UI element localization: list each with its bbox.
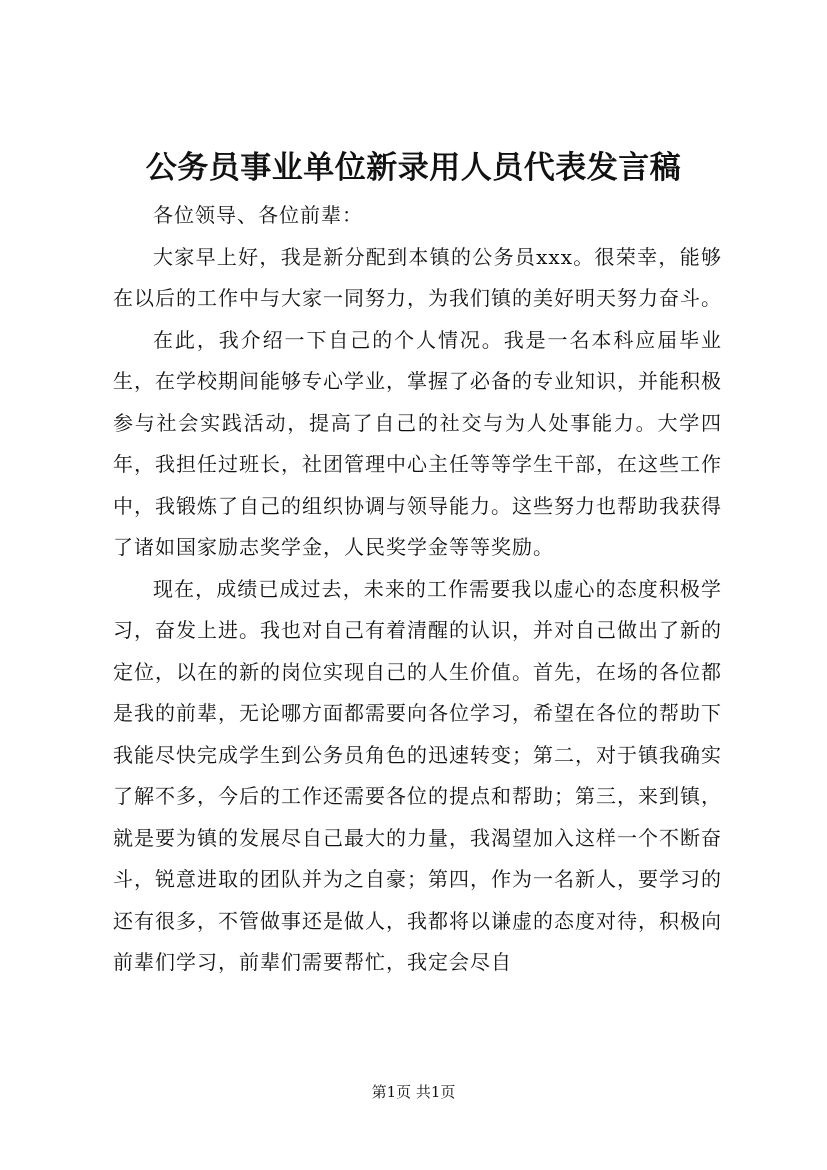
document-body — [113, 195, 722, 984]
body-paragraph-3: 现在，成绩已成过去，未来的工作需要我以虚心的态度积极学习，奋发上进。我也对自己有着清醒的认识，并对自己做出了新的定位，以在的新的岗位实现自己的人生价值。首先，在场的各位都是我的前辈，无论哪方面都需要向各位学习，希望在各位的帮助下我能尽快完成学生到公务员角色的迅速转变；第二，对于镇我确实了解不多，今后的工作还需要各位的提点和帮助；第三，来到镇，就是要为镇的发展尽自己最大的力量，我渴望加入这样一个不断奋斗，锐意进取的团队并为之自豪；第四，作为一名新人，要学习的还有很多，不管做事还是做人，我都将以谦虚的态度对待，积极向前辈们学习，前辈们需要帮忙，我定会尽自 — [113, 576, 722, 974]
document-title: 公务员事业单位新录用人员代表发言稿 — [145, 150, 682, 186]
body-paragraph-1: 大家早上好，我是新分配到本镇的公务员xxx。很荣幸，能够在以后的工作中与大家一同努力，为我们镇的美好明天努力奋斗。 — [113, 244, 722, 310]
page-footer: 第1页 共1页 — [371, 1083, 456, 1101]
body-paragraph-2: 在此，我介绍一下自己的个人情况。我是一名本科应届毕业生，在学校期间能够专心学业，掌握了必备的专业知识，并能积极参与社会实践活动，提高了自己的社交与为人处事能力。大学四年，我担任过班长，社团管理中心主任等等学生干部，在这些工作中，我锻炼了自己的组织协调与领导能力。这些努力也帮助我获得了诸如国家励志奖学金，人民奖学金等等奖励。 — [113, 327, 722, 559]
greeting-paragraph: 各位领导、各位前辈： — [153, 203, 363, 227]
